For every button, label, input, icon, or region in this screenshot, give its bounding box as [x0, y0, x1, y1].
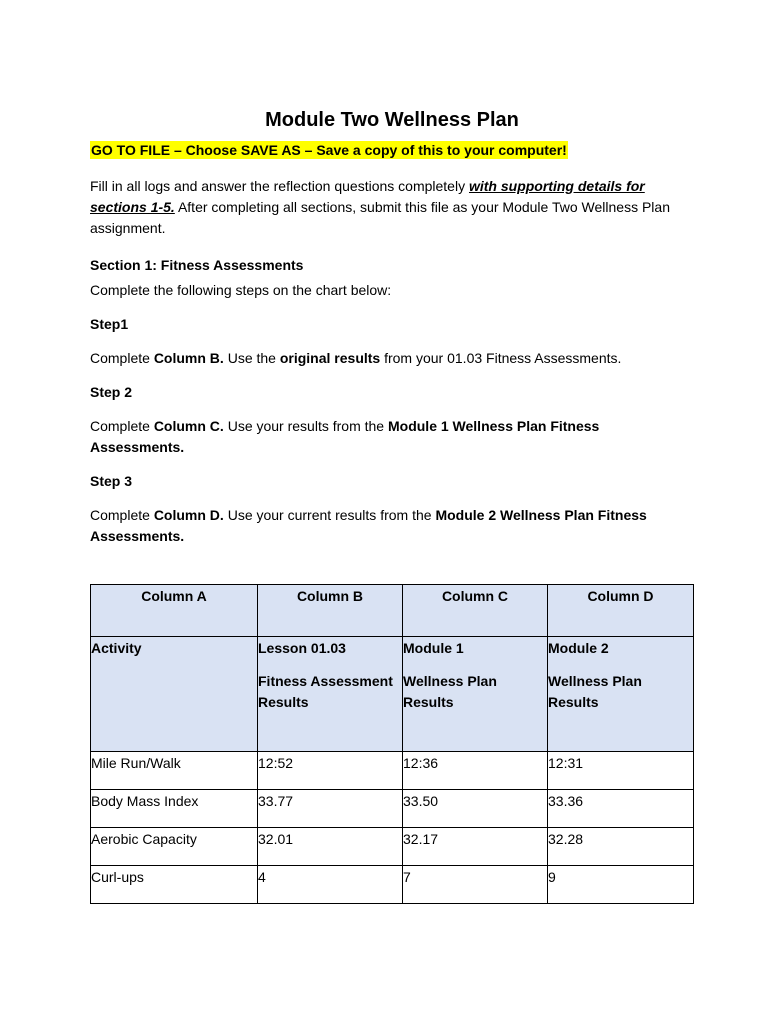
section-heading: Section 1: Fitness Assessments	[90, 257, 304, 273]
table-cell[interactable]: 33.77	[258, 790, 403, 828]
emphasis-text: with supporting details for sections 1-5.	[90, 178, 645, 215]
step3-text: Complete Column D. Use your current results from the Module 2 Wellness Plan Fitness Assessments.	[90, 507, 647, 544]
subheader-cell: Module 1 Wellness Plan Results	[403, 637, 548, 752]
subheader-cell: Lesson 01.03 Fitness Assessment Results	[258, 637, 403, 752]
column-header: Column D	[548, 585, 694, 637]
column-header: Column B	[258, 585, 403, 637]
table-row	[91, 866, 694, 904]
table-cell[interactable]: Body Mass Index	[91, 790, 258, 828]
table-row	[91, 828, 694, 866]
column-header-row	[91, 585, 694, 637]
table-cell[interactable]: 33.50	[403, 790, 548, 828]
table-cell[interactable]: 12:31	[548, 752, 694, 790]
table-cell[interactable]: 32.01	[258, 828, 403, 866]
fitness-assessment-table	[90, 584, 694, 904]
step3-label: Step 3	[90, 473, 133, 489]
column-header: Column A	[91, 585, 258, 637]
table-cell[interactable]: Aerobic Capacity	[91, 828, 258, 866]
table-cell[interactable]: 33.36	[548, 790, 694, 828]
subheader-cell: Activity	[91, 637, 258, 752]
step2-text: Complete Column C. Use your results from the Module 1 Wellness Plan Fitness Assessments.	[90, 418, 600, 455]
step1-label: Step1	[90, 316, 129, 332]
section-intro: Complete the following steps on the chart below:	[90, 282, 392, 298]
table-cell[interactable]: 4	[258, 866, 403, 904]
page-title: Module Two Wellness Plan	[265, 109, 519, 131]
table-cell[interactable]: 7	[403, 866, 548, 904]
subheader-cell: Module 2 Wellness Plan Results	[548, 637, 694, 752]
step1-text: Complete Column B. Use the original results from your 01.03 Fitness Assessments.	[90, 350, 622, 366]
table-cell[interactable]: Curl-ups	[91, 866, 258, 904]
table-cell[interactable]: 12:52	[258, 752, 403, 790]
step2-label: Step 2	[90, 384, 133, 400]
subheader-row	[91, 637, 694, 752]
table-cell[interactable]: 32.28	[548, 828, 694, 866]
save-instruction-banner: GO TO FILE – Choose SAVE AS – Save a copy of this to your computer!	[91, 142, 567, 158]
intro-paragraph: Fill in all logs and answer the reflection questions completely with supporting details for sections 1-5. After completing all sections, submit this file as your Module Two Wellness Plan assignment.	[90, 178, 670, 236]
table-row	[91, 752, 694, 790]
table-row	[91, 790, 694, 828]
table-cell[interactable]: Mile Run/Walk	[91, 752, 258, 790]
table-cell[interactable]: 32.17	[403, 828, 548, 866]
table-cell[interactable]: 9	[548, 866, 694, 904]
column-header: Column C	[403, 585, 548, 637]
table-cell[interactable]: 12:36	[403, 752, 548, 790]
